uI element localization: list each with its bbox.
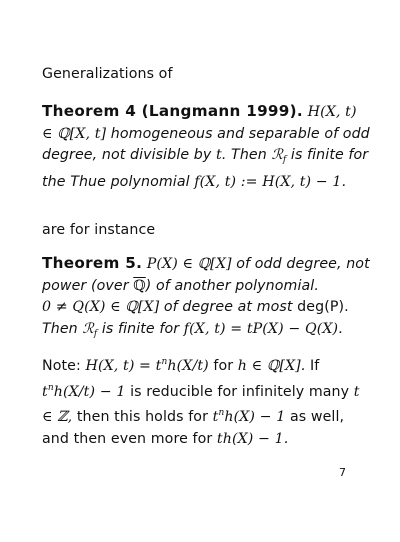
- note-text: then this holds for: [72, 409, 213, 425]
- note-expression: th(X) − 1.: [216, 430, 289, 447]
- note-expression: h(X/t) − 1: [53, 383, 126, 400]
- note-h: h ∈ ℚ[X].: [237, 358, 306, 374]
- note-text: for: [208, 358, 238, 374]
- theorem-4-set-r: ℛ: [271, 147, 283, 163]
- theorem-4-text: homogeneous and separable of odd degree, not divisible by: [42, 125, 370, 163]
- heading-text: Generalizations of: [42, 66, 173, 82]
- theorem-4-definition: f(X, t) := H(X, t) − 1.: [194, 173, 347, 190]
- note-text: If: [305, 358, 320, 374]
- theorem-4-var-t: t: [216, 147, 222, 163]
- note-exponent: n: [161, 357, 168, 367]
- note-label: Note:: [42, 358, 86, 374]
- theorem-4-text: is finite for the Thue polynomial: [42, 147, 369, 190]
- theorem-5-label: Theorem 5.: [42, 254, 143, 272]
- theorem-5-text: is finite for: [97, 320, 184, 337]
- note-t: t: [212, 409, 219, 425]
- page-number: 7: [339, 466, 346, 479]
- theorem-4: [42, 101, 370, 193]
- note: [42, 352, 370, 450]
- theorem-5-text: of odd degree, not power (over: [42, 256, 370, 294]
- theorem-5-subscript: f: [93, 328, 98, 339]
- note-text: is reducible for infinitely many: [125, 383, 354, 400]
- note-t: t: [42, 383, 48, 400]
- note-exponent: n: [47, 382, 54, 393]
- theorem-4-label: Theorem 4 (Langmann 1999).: [42, 102, 303, 120]
- theorem-5-polynomial: P(X) ∈ ℚ[X]: [146, 256, 232, 272]
- note-t-in-z: t ∈ ℤ,: [42, 383, 360, 425]
- theorem-4-subscript: f: [282, 155, 287, 165]
- theorem-5-degree: deg(P).: [297, 299, 349, 315]
- note-exponent: n: [218, 408, 225, 418]
- theorem-4-text: . Then: [221, 147, 272, 163]
- theorem-5-text: ) of another polynomial.: [145, 277, 319, 294]
- note-equation: h(X/t): [167, 358, 209, 374]
- theorem-5-qbar: ℚ: [133, 277, 146, 294]
- note-expression: h(X) − 1: [224, 409, 286, 425]
- theorem-5-text: of degree at most: [159, 299, 298, 315]
- theorem-5-condition: 0 ≠ Q(X) ∈ ℚ[X]: [42, 299, 160, 315]
- theorem-5-text: Then: [42, 320, 83, 337]
- note-text: as well, and then even more for: [42, 409, 345, 447]
- connecting-text: are for instance: [42, 222, 156, 238]
- note-equation: H(X, t) = t: [85, 358, 162, 374]
- theorem-4-polynomial: H(X, t) ∈ ℚ[X, t]: [42, 104, 357, 142]
- theorem-5: [42, 253, 370, 345]
- theorem-5-set-r: ℛ: [82, 320, 94, 337]
- theorem-5-definition: f(X, t) = tP(X) − Q(X).: [183, 320, 343, 337]
